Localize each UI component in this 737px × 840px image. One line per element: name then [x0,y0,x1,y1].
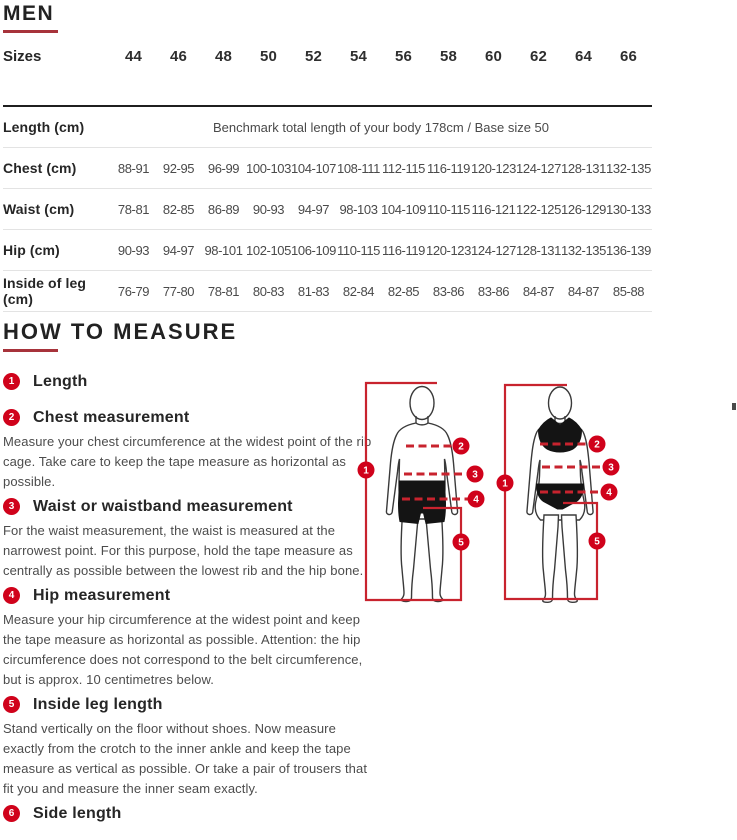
measure-item [3,408,375,492]
row-value-cell: 120-123 [426,242,471,258]
male-right-leg [426,514,443,602]
row-value-cell: 78-81 [207,283,240,299]
row-label: Hip (cm) [3,242,60,258]
row-value-cell: 110-115 [337,242,380,258]
badge-5-number: 5 [594,536,600,548]
row-value-cell: 82-84 [342,283,375,299]
row-value-cell: 86-89 [207,201,240,217]
measure-item [3,695,375,799]
size-header-cell: 52 [304,47,323,65]
row-value-cell: 82-85 [162,201,195,217]
row-value-cell: 80-83 [252,283,285,299]
measure-item [3,804,375,840]
row-value-cell: 124-127 [516,160,561,176]
row-value-cell: 120-123 [471,160,516,176]
measure-item-header [3,695,375,714]
row-value-cell: 102-105 [246,242,291,258]
row-value-cell: 82-85 [387,283,420,299]
measure-item-header [3,408,375,427]
sizes-row [3,33,652,107]
badge-1-number: 1 [502,478,508,490]
measure-item [3,497,375,581]
row-value-cell: 90-93 [252,201,285,217]
row-value-cell: 100-103 [246,160,291,176]
size-header-cell: 44 [124,47,143,65]
row-value-cell: 78-81 [117,201,150,217]
badge-3-number: 3 [608,462,614,474]
badge-4-number: 4 [606,487,612,499]
size-header-cell: 48 [214,47,233,65]
item-title: Chest measurement [33,408,190,426]
table-row [3,107,652,148]
row-value-cell: 81-83 [297,283,330,299]
table-row [3,189,652,230]
row-value-cell: 98-101 [204,242,243,258]
item-number-badge: 2 [3,409,20,426]
size-table-body [3,107,652,312]
row-label: Length (cm) [3,119,85,135]
row-value-cell: 130-133 [606,201,651,217]
item-spacer [3,396,375,408]
row-value-cell: 96-99 [207,160,240,176]
row-value-cell: 104-109 [381,201,426,217]
table-row [3,148,652,189]
row-value-cell: 116-119 [382,242,425,258]
measure-item [3,586,375,690]
badge-1-number: 1 [363,465,369,477]
row-value-cell: 116-121 [471,201,516,217]
row-value-cell: 90-93 [117,242,150,258]
item-number-badge: 6 [3,805,20,822]
how-to-measure-title: HOW TO MEASURE [3,319,238,344]
female-body-silhouette [527,387,593,602]
male-head [410,387,434,420]
page-title: MEN [3,2,55,25]
item-title: Side length [33,804,122,822]
row-value-cell: 83-86 [432,283,465,299]
item-description: Measure your hip circumference at the widest point and keep the tape measure as horizontal as possible. Attention: the hip circumference does not correspond to the belt circumference, but is approx. 10 centimetres below. [3,612,363,687]
row-value-cell: 136-139 [606,242,651,258]
measure-item-header [3,804,375,823]
row-value-cell: 83-86 [477,283,510,299]
item-title: Hip measurement [33,586,171,604]
row-value-cell: 110-115 [427,201,470,217]
size-header-cell: 60 [484,47,503,65]
item-number-badge: 4 [3,587,20,604]
male-body-silhouette [386,387,457,602]
row-value-cell: 108-111 [337,160,380,176]
item-description: Stand vertically on the floor without shoes. Now measure exactly from the crotch to the inner ankle and keep the tape measure as vertical as possible. Or take a pair of trousers that fit you and measure the inner seam exactly. [3,721,368,796]
item-number-badge: 1 [3,373,20,390]
row-value-cell: 132-135 [606,160,651,176]
row-value-cell: 98-103 [339,201,378,217]
item-title: Length [33,372,88,390]
badge-4-number: 4 [473,494,479,506]
size-header-cell: 58 [439,47,458,65]
size-header-cell: 66 [619,47,638,65]
row-value-cell: 116-119 [427,160,470,176]
male-figure-diagram [352,362,492,628]
row-value-cell: 88-91 [117,160,150,176]
row-value-cell: 128-131 [516,242,561,258]
row-span-value: Benchmark total length of your body 178cm / Base size 50 [212,119,550,135]
row-label: Waist (cm) [3,201,75,217]
measure-item-header [3,586,375,605]
row-value-cell: 112-115 [382,160,425,176]
row-value-cell: 126-129 [561,201,606,217]
row-value-cell: 77-80 [162,283,195,299]
size-header-cell: 62 [529,47,548,65]
row-value-cell: 92-95 [162,160,195,176]
item-number-badge: 3 [3,498,20,515]
row-label: Chest (cm) [3,160,77,176]
item-description: For the waist measurement, the waist is measured at the narrowest point. For this purpose, hold the tape measure as centrally as possible between the lowest rib and the hip bone. [3,523,364,578]
row-value-cell: 85-88 [612,283,645,299]
badge-3-number: 3 [472,469,478,481]
size-header-cell: 56 [394,47,413,65]
size-table [3,33,652,312]
row-value-cell: 76-79 [117,283,150,299]
item-number-badge: 5 [3,696,20,713]
row-value-cell: 132-135 [561,242,606,258]
row-value-cell: 84-87 [567,283,600,299]
table-row [3,271,652,312]
size-header-cell: 54 [349,47,368,65]
size-header-cell: 50 [259,47,278,65]
badge-5-number: 5 [458,537,464,549]
row-value-cell: 104-107 [291,160,336,176]
how-to-measure-underline [3,349,58,352]
female-head [549,387,572,419]
measure-item-header [3,372,375,391]
row-value-cell: 84-87 [522,283,555,299]
row-value-cell: 128-131 [561,160,606,176]
badge-2-number: 2 [594,439,600,451]
sizes-row-label: Sizes [3,47,42,65]
item-title: Waist or waistband measurement [33,497,293,515]
male-left-leg [401,514,418,602]
row-value-cell: 122-125 [516,201,561,217]
edge-artifact-mark [732,403,736,410]
measure-list [3,372,375,840]
badge-2-number: 2 [458,441,464,453]
female-left-leg [543,515,559,602]
row-label: Inside of leg (cm) [3,275,86,307]
size-header-cell: 64 [574,47,593,65]
female-figure-diagram [492,362,632,628]
item-spacer [3,828,375,840]
row-value-cell: 94-97 [162,242,195,258]
item-description: Measure your chest circumference at the widest point of the rib cage. Take care to keep the tape measure as horizontal as possible. [3,434,372,489]
size-header-cell: 46 [169,47,188,65]
table-row [3,230,652,271]
measure-item-header [3,497,375,516]
item-title: Inside leg length [33,695,163,713]
row-value-cell: 124-127 [471,242,516,258]
measure-item [3,372,375,408]
row-value-cell: 106-109 [291,242,336,258]
female-right-leg [562,515,578,602]
row-value-cell: 94-97 [297,201,330,217]
